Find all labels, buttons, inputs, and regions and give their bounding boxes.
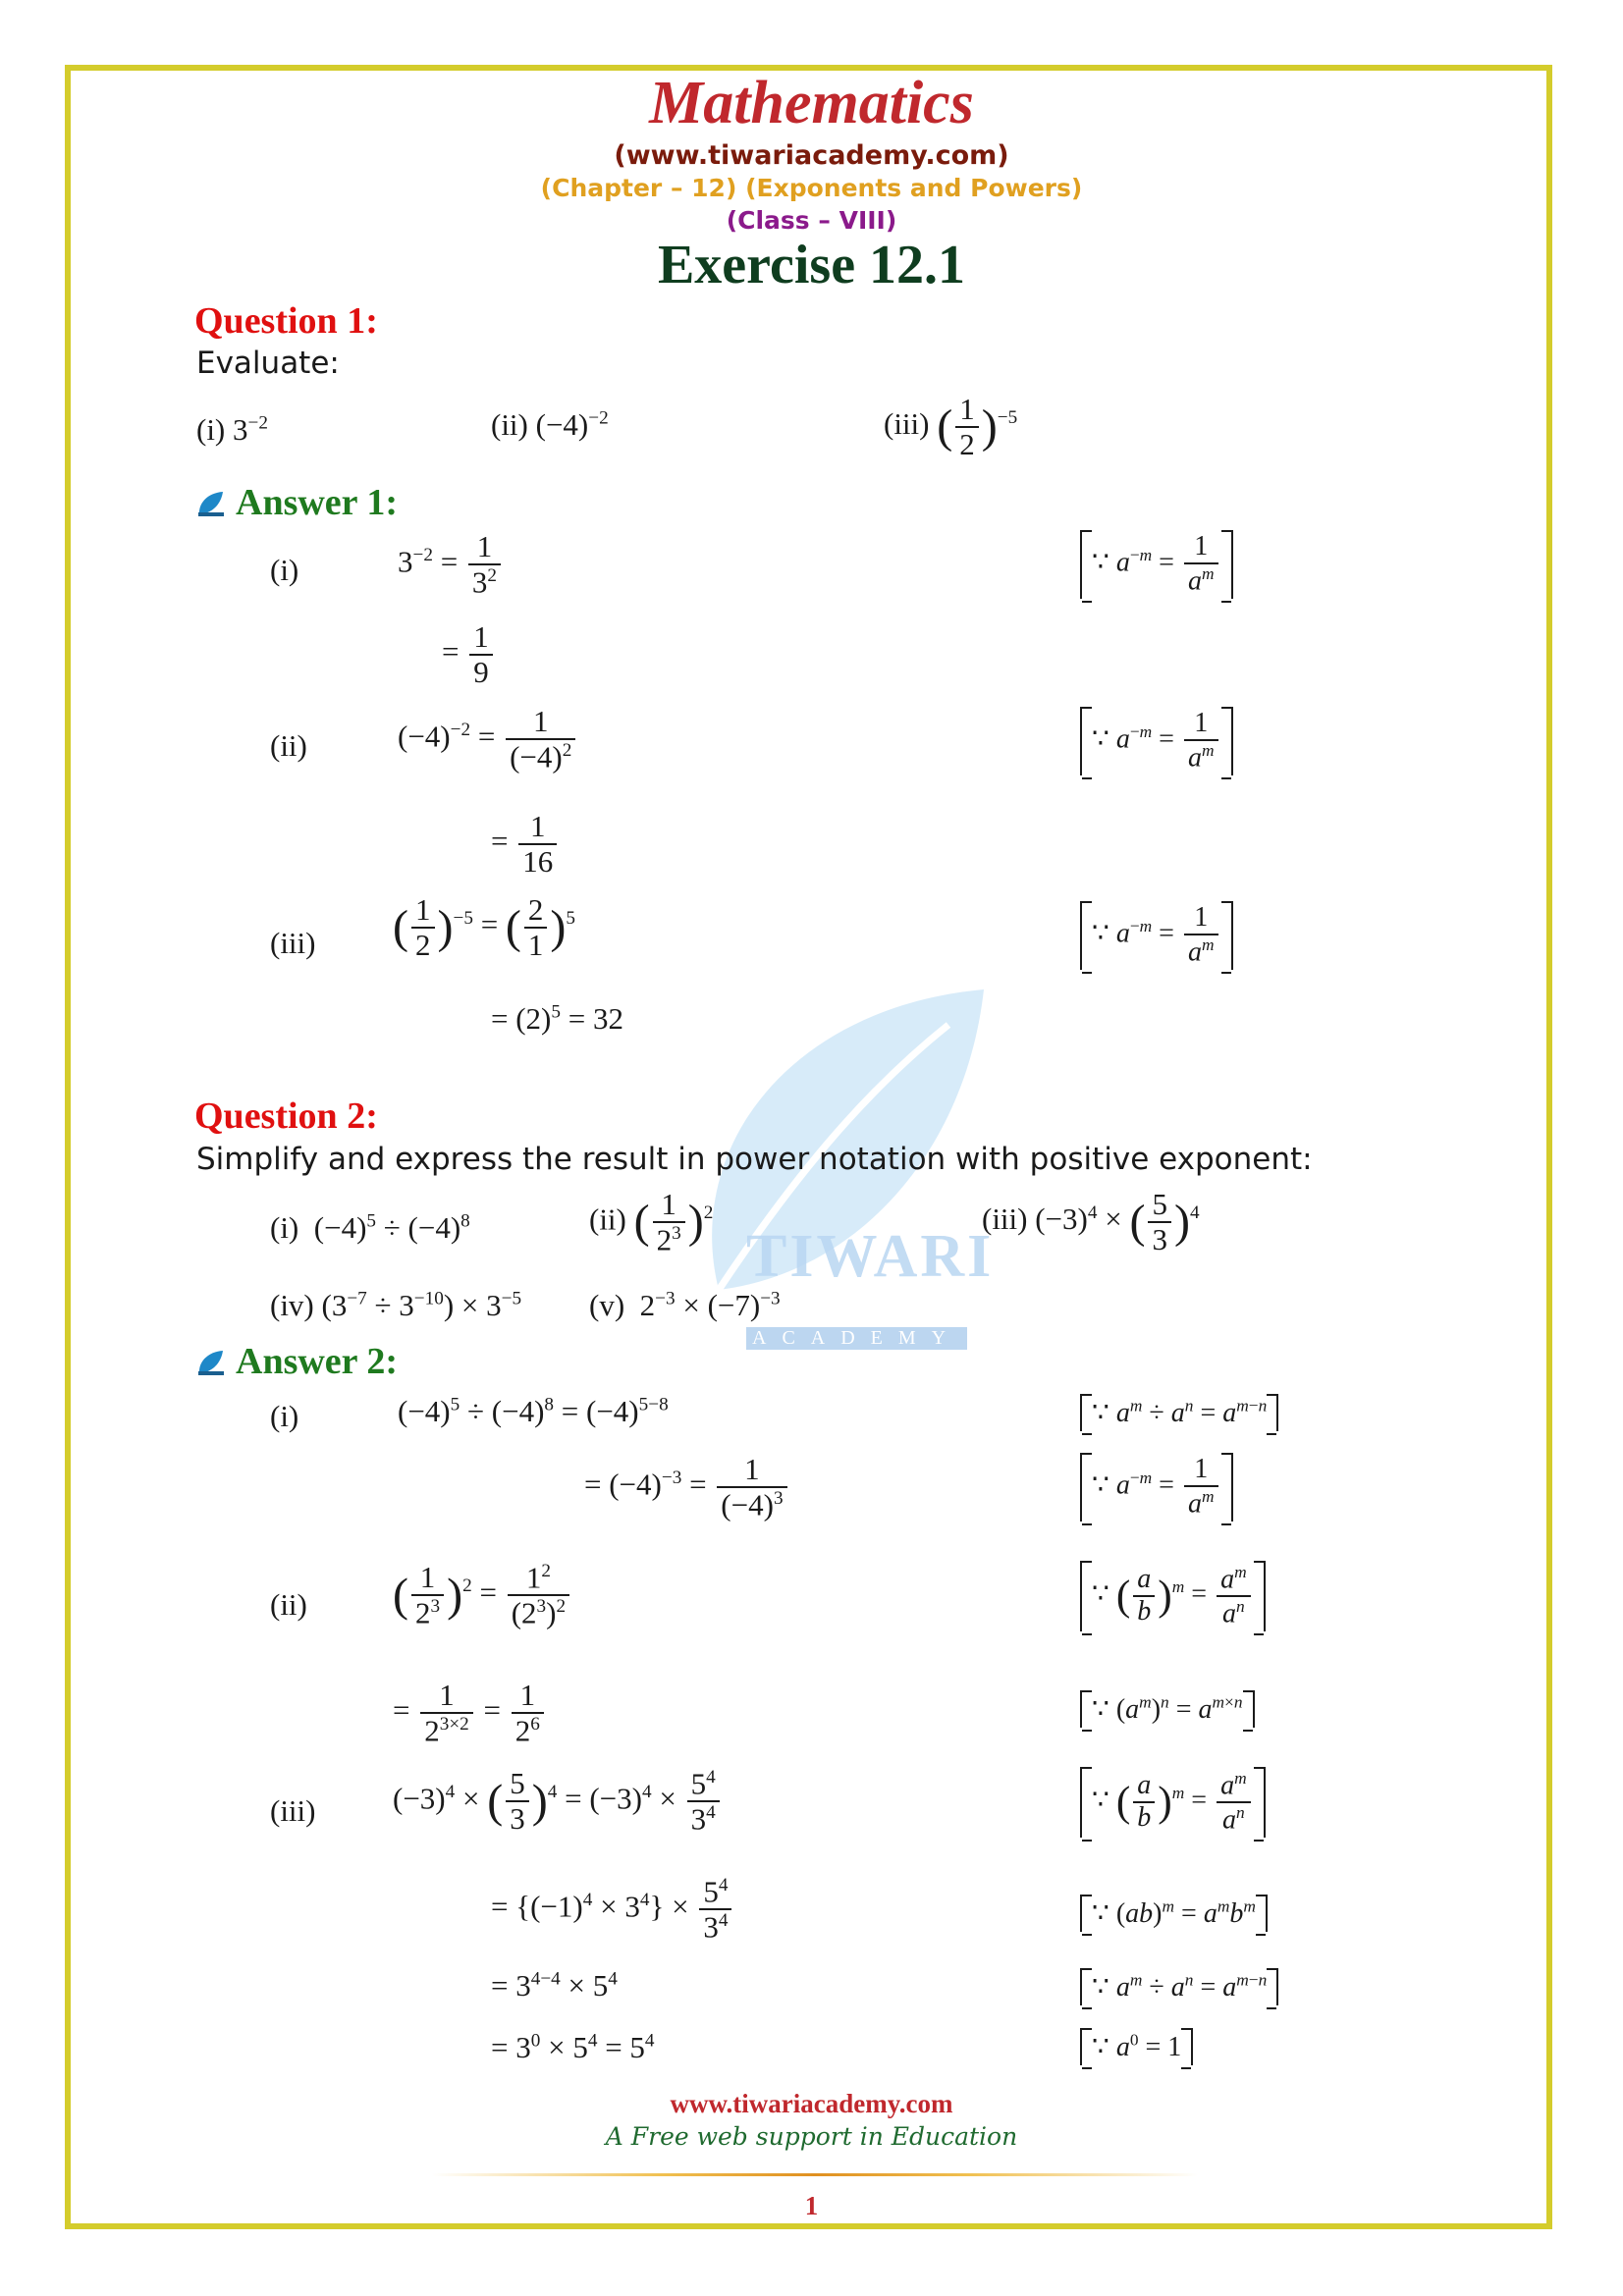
a1-ii-step1: $(-4)^{-2}$ = $\frac{1}{(-4)^2}$ [398, 705, 578, 774]
answer-2-heading: Answer 2: [236, 1341, 399, 1382]
a2-ii-step1: ( $\frac{1}{2^3}$ )$^2$ = $\frac{1^2}{(2^3)^2}$ [393, 1561, 572, 1630]
watermark-text: TIWARI [746, 1223, 995, 1290]
a2-iii-step2: = $\{(-1)^4 \times 3^4\}$ × $\frac{5^4}{3^4}$ [491, 1875, 734, 1945]
a1-i-label: (i) [270, 553, 299, 587]
q2-part-iv: (iv) $(3^{-7} \div 3^{-10}) \times 3^{-5}$ [270, 1288, 522, 1322]
q2-part-ii: (ii) ( $\frac{1}{2^3}$ )$^2$ [589, 1187, 714, 1257]
q1-part-i-label: (i) [196, 412, 226, 447]
a2-i-step1: $(-4)^5 \div (-4)^8 = (-4)^{5-8}$ [398, 1394, 669, 1428]
a1-i-step2: = $\frac{1}{9}$ [442, 620, 496, 689]
a1-iii-step2: = $(2)^5 = 32$ [491, 1001, 623, 1036]
question-1-instruction: Evaluate: [196, 346, 340, 381]
a2-ii-step2: = $\frac{1}{2^{3\times 2}}$ = $\frac{1}{2^6}$ [393, 1679, 547, 1748]
q1-part-ii: (ii) $(-4)^{-2}$ [491, 407, 609, 442]
question-2-heading: Question 2: [194, 1095, 378, 1137]
a1-iii-step1: ( $\frac{1}{2}$ )$^{-5}$ = ( $\frac{2}{1}$ )$^5$ [393, 892, 576, 963]
rule-quotient-of-powers: ∵ $a^m \div a^n = a^{m-n}$ [1080, 1968, 1278, 2005]
a2-iii-step1: $(-3)^4$ × ( $\frac{5}{3}$ )$^4 = (-3)^4$ × $\frac{5^4}{3^4}$ [393, 1767, 723, 1837]
rule-negative-exponent: ∵ $a^{-m}$ = $\frac{1}{a^m}$ [1080, 1453, 1233, 1522]
a2-ii-label: (ii) [270, 1587, 307, 1622]
exercise-title: Exercise 12.1 [657, 235, 966, 295]
watermark-subtext: ACADEMY [746, 1327, 967, 1350]
rule-negative-exponent: ∵ $a^{-m}$ = $\frac{1}{a^m}$ [1080, 530, 1233, 599]
question-2-instruction: Simplify and express the result in power notation with positive exponent: [196, 1142, 1313, 1177]
footer-tagline: A Free web support in Education [605, 2122, 1018, 2151]
leaf-logo-icon [196, 489, 226, 518]
leaf-logo-icon [196, 1348, 226, 1377]
answer-1-heading: Answer 1: [236, 482, 399, 523]
footer-divider [432, 2173, 1198, 2176]
rule-negative-exponent: ∵ $a^{-m}$ = $\frac{1}{a^m}$ [1080, 707, 1233, 775]
a1-ii-step2: = $\frac{1}{16}$ [491, 810, 560, 879]
q2-part-v: (v) $2^{-3} \times (-7)^{-3}$ [589, 1288, 781, 1322]
a2-iii-step4: = $3^0 \times 5^4 = 5^4$ [491, 2030, 655, 2064]
q1-part-ii-label: (ii) [491, 407, 528, 442]
a2-iii-label: (iii) [270, 1793, 316, 1828]
rule-power-of-quotient: ∵ ( $\frac{a}{b}$ )$^m$ = $\frac{a^m}{a^n}$ [1080, 1561, 1266, 1631]
a1-ii-label: (ii) [270, 728, 307, 763]
header-website: (www.tiwariacademy.com) [614, 140, 1009, 171]
q1-part-iii-label: (iii) [884, 406, 930, 442]
a1-iii-label: (iii) [270, 926, 316, 960]
q1-part-iii: (iii) ( $\frac{1}{2}$ )$^{-5}$ [884, 392, 1018, 462]
a1-i-step1: $3^{-2}$ = $\frac{1}{3^2}$ [398, 530, 504, 600]
rule-power-of-quotient: ∵ ( $\frac{a}{b}$ )$^m$ = $\frac{a^m}{a^n}$ [1080, 1767, 1266, 1838]
q2-part-iii: (iii) $(-3)^4$ × ( $\frac{5}{3}$ )$^4$ [982, 1187, 1200, 1257]
q1-part-i: (i) $3^{-2}$ [196, 412, 268, 447]
rule-power-of-power: ∵ $(a^m)^n = a^{m\times n}$ [1080, 1690, 1255, 1728]
header-chapter: (Chapter – 12) (Exponents and Powers) [540, 174, 1083, 202]
a2-iii-step3: = $3^{4-4} \times 5^4$ [491, 1968, 618, 2002]
a2-i-step2: = $(-4)^{-3}$ = $\frac{1}{(-4)^3}$ [584, 1453, 790, 1522]
rule-negative-exponent: ∵ $a^{-m}$ = $\frac{1}{a^m}$ [1080, 901, 1233, 970]
header-class: (Class – VIII) [726, 206, 897, 235]
page-number: 1 [804, 2191, 819, 2220]
rule-quotient-of-powers: ∵ $a^m \div a^n = a^{m-n}$ [1080, 1394, 1278, 1431]
question-1-heading: Question 1: [194, 300, 378, 342]
page-title: Mathematics [649, 70, 974, 136]
rule-power-of-product: ∵ $(ab)^m = a^mb^m$ [1080, 1895, 1268, 1932]
q2-part-i: (i) $(-4)^5 \div (-4)^8$ [270, 1210, 470, 1245]
rule-zero-exponent: ∵ $a^0 = 1$ [1080, 2028, 1193, 2065]
a2-i-label: (i) [270, 1399, 299, 1433]
footer-website: www.tiwariacademy.com [670, 2089, 953, 2118]
